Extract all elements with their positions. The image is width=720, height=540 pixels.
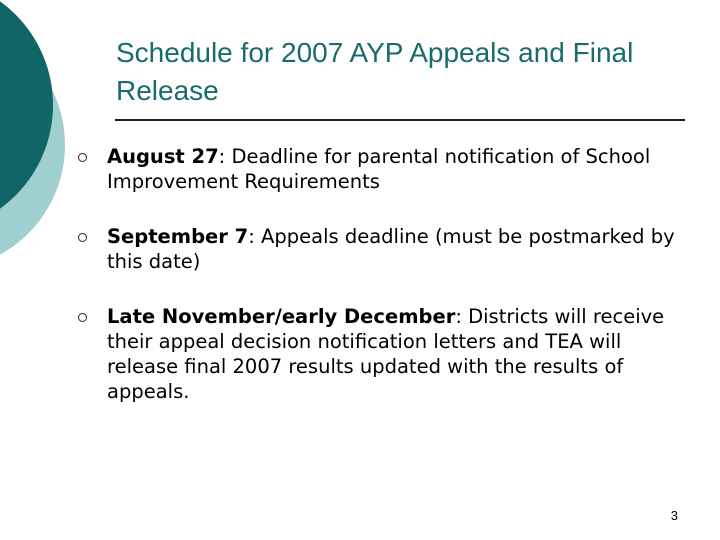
bullet-term: Late November/early December (107, 305, 456, 328)
bullet-item-late-november (78, 304, 678, 404)
bullet-circle-icon (78, 233, 87, 242)
page-number: 3 (670, 508, 678, 523)
slide-title: Schedule for 2007 AYP Appeals and Final Release (116, 37, 634, 106)
bullet-text: : Deadline for parental notification of School Improvement Requirements (107, 145, 651, 193)
bullet-circle-icon (78, 313, 87, 322)
bullet-item-august-27 (78, 144, 678, 194)
bullet-circle-icon (78, 153, 87, 162)
bullet-text: : Appeals deadline (must be postmarked by this date) (107, 225, 675, 273)
title-divider (115, 119, 685, 121)
bullet-term: September 7 (107, 225, 249, 248)
bullet-item-september-7 (78, 224, 678, 274)
bullet-term: August 27 (107, 145, 219, 168)
bullet-text: : Districts will receive their appeal decision notification letters and TEA will release final 2007 results updated with the results of appeals. (107, 305, 665, 403)
corner-decoration (0, 0, 70, 290)
bullet-list (78, 144, 678, 404)
